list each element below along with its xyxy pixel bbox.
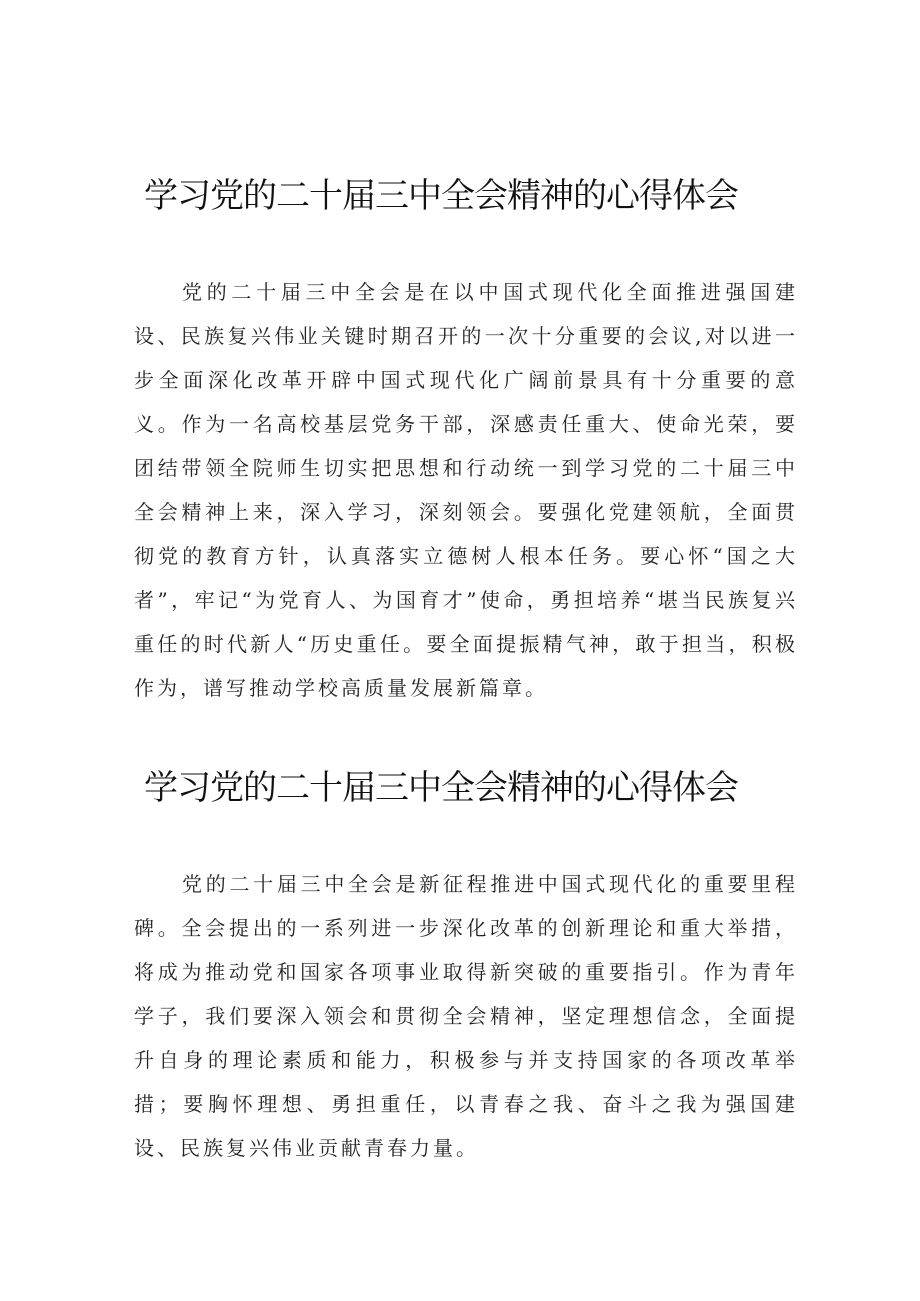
essay-section-2: [134, 760, 798, 1170]
essay-title-1: 学习党的二十届三中全会精神的心得体会: [144, 176, 738, 216]
essay-body-2: 党的二十届三中全会是新征程推进中国式现代化的重要里程碑。全会提出的一系列进一步深化改革的创新理论和重大举措，将成为推动党和国家各项事业取得新突破的重要指引。作为青年学子，我们要深入领会和贯彻全会精神，坚定理想信念，全面提升自身的理论素质和能力，积极参与并支持国家的各项改革举措；要胸怀理想、勇担重任，以青春之我、奋斗之我为强国建设、民族复兴伟业贡献青春力量。: [134, 872, 798, 1160]
essay-body-1: 党的二十届三中全会是在以中国式现代化全面推进强国建设、民族复兴伟业关键时期召开的一次十分重要的会议,对以进一步全面深化改革开辟中国式现代化广阔前景具有十分重要的意义。作为一名高校基层党务干部，深感责任重大、使命光荣，要团结带领全院师生切实把思想和行动统一到学习党的二十届三中全会精神上来，深入学习，深刻领会。要强化党建领航，全面贯彻党的教育方针，认真落实立德树人根本任务。要心怀“国之大者”，牢记“为党育人、为国育才”使命，勇担培养“堪当民族复兴重任的时代新人“历史重任。要全面提振精气神，敢于担当，积极作为，谱写推动学校高质量发展新篇章。: [134, 280, 798, 700]
essay-section-1: [134, 168, 798, 710]
essay-title-2: 学习党的二十届三中全会精神的心得体会: [144, 768, 738, 808]
